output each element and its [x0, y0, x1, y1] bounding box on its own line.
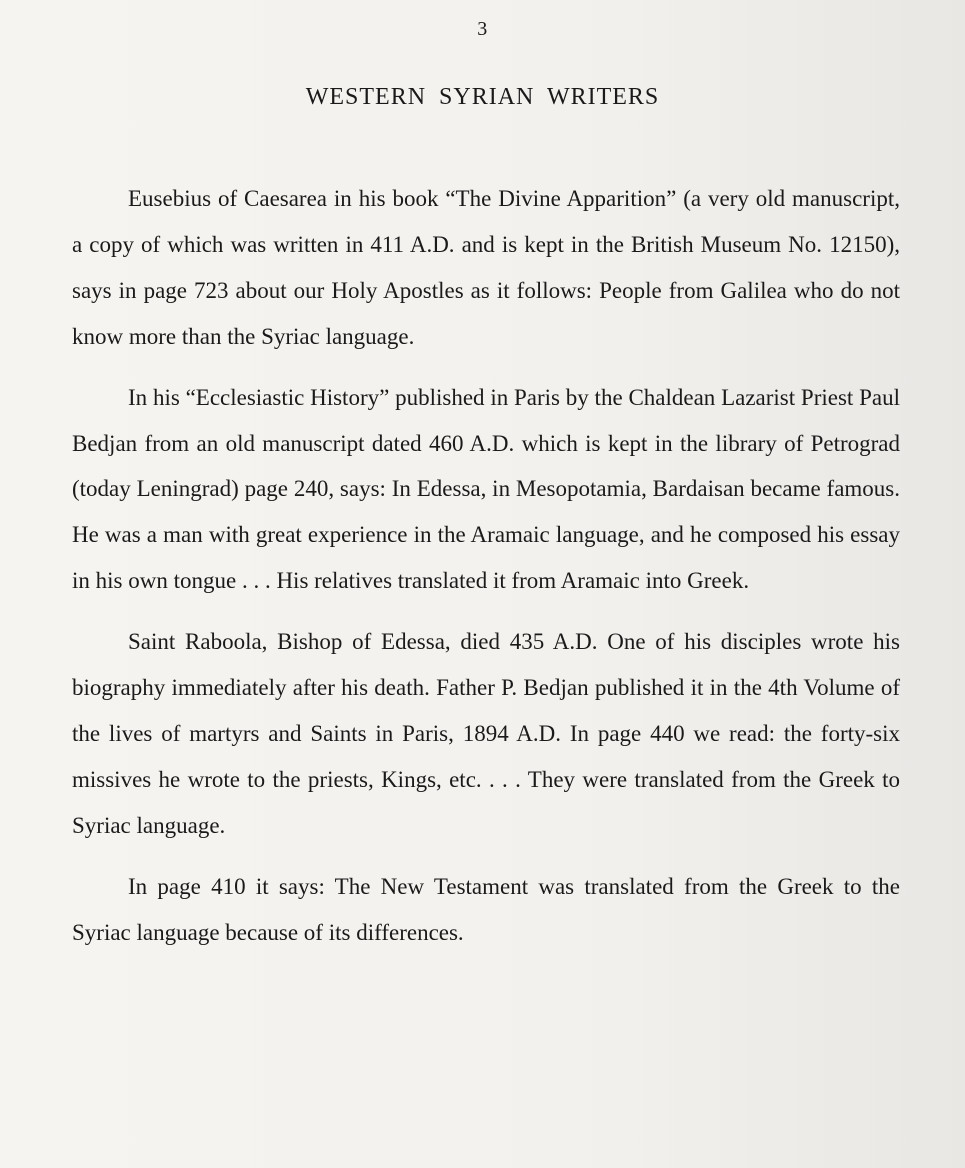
body-text [72, 176, 900, 971]
page-number: 3 [477, 18, 488, 40]
paragraph-ecclesiastic-history: In his “Ecclesiastic History” published in Paris by the Chaldean Lazarist Priest Paul Bedjan from an old manuscript dated 460 A.D. which is kept in the library of Petrograd (today Leningrad) page 240, says: In Edessa, in Mesopotamia, Bardaisan became famous. He was a man with great experience in the Aramaic language, and he composed his essay in his own tongue . . . His relatives translated it from Aramaic into Greek. [72, 384, 900, 594]
paragraph-eusebius: Eusebius of Caesarea in his book “The Divine Apparition” (a very old manuscript, a copy of which was written in 411 A.D. and is kept in the British Museum No. 12150), says in page 723 about our Holy Apostles as it follows: People from Galilea who do not know more than the Syriac language. [72, 186, 900, 349]
page-heading: WESTERN SYRIAN WRITERS [305, 84, 660, 110]
paragraph-new-testament: In page 410 it says: The New Testament was translated from the Greek to the Syriac language because of its differences. [72, 873, 900, 945]
paragraph-saint-raboola: Saint Raboola, Bishop of Edessa, died 435 A.D. One of his disciples wrote his biography immediately after his death. Father P. Bedjan published it in the 4th Volume of the lives of martyrs and Saints in Paris, 1894 A.D. In page 440 we read: the forty-six missives he wrote to the priests, Kings, etc. . . . They were translated from the Greek to Syriac language. [72, 629, 900, 838]
